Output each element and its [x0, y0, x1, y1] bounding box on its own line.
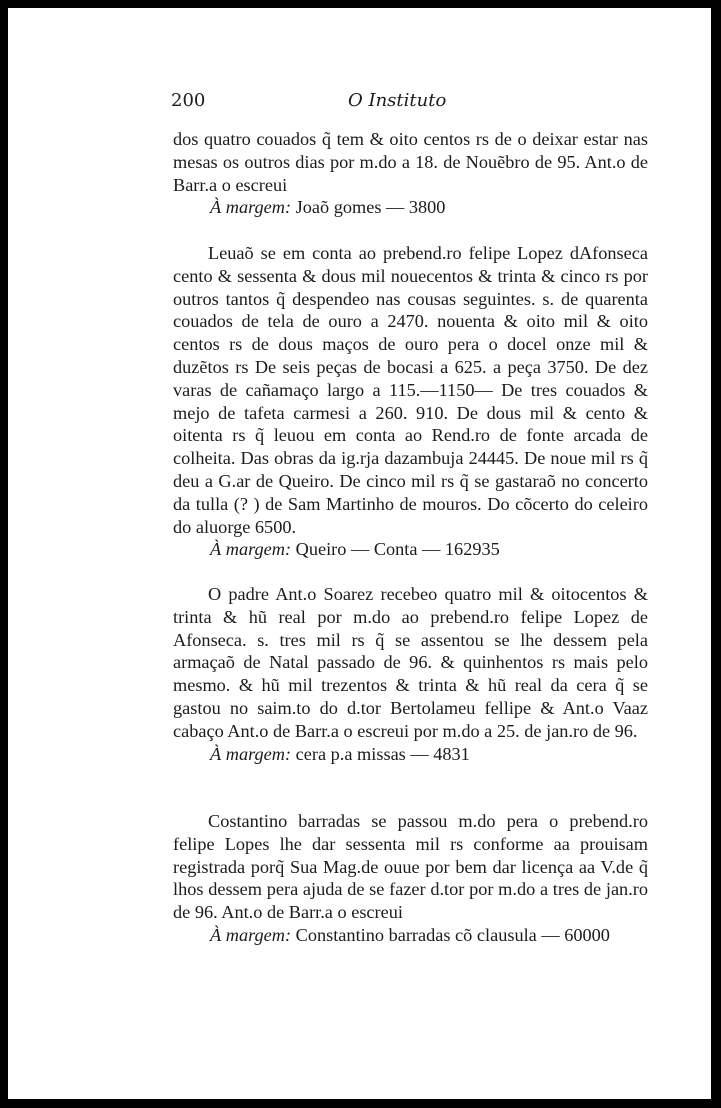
entry-4-text: Costantino barradas se passou m.do pera o prebend.ro felipe Lopes lhe dar sessenta mil rs conforme aa prouisam registrada porq̃ Sua Mag.de ouue por bem dar licença aa V.de q̃ lhos dessem pera ajuda de se fazer d.tor por m.do a tres de jan.ro de 96. Ant.o de Barr.a o escreui	[173, 811, 648, 923]
margin-text: Queiro — Conta — 162935	[295, 539, 500, 560]
margin-label: À margem:	[210, 743, 292, 764]
entry-4-margin-note	[173, 924, 648, 947]
running-title: O Instituto	[348, 90, 447, 111]
entry-1	[173, 128, 648, 219]
margin-label: À margem:	[210, 539, 292, 560]
margin-label: À margem:	[210, 924, 292, 945]
entry-3-margin-note	[173, 743, 648, 766]
entry-3	[173, 583, 648, 765]
margin-text: cera p.a missas — 4831	[295, 743, 470, 764]
book-page	[8, 8, 711, 1099]
entry-3-text: O padre Ant.o Soarez recebeo quatro mil & oitocentos & trinta & hũ real por m.do ao prebend.ro felipe Lopez de Afonseca. s. tres mil rs q̃ se assentou se lhe dessem pela armaçaõ de Natal passado de 96. & quinhentos rs mais pelo mesmo. & hũ mil trezentos & trinta & hũ real da cera q̃ se gastou no saim.to do d.tor Bertolameu fellipe & Ant.o Vaaz cabaço Ant.o de Barr.a o escreui por m.do a 25. de jan.ro de 96.	[173, 584, 648, 741]
entry-2	[173, 242, 648, 561]
page-header	[8, 86, 711, 114]
entry-2-margin-note	[173, 538, 648, 561]
margin-text: Joaõ gomes — 3800	[295, 197, 446, 218]
margin-text: Constantino barradas cõ clausula — 60000	[295, 924, 610, 945]
entry-1-text: dos quatro couados q̃ tem & oito centos rs de o deixar estar nas mesas os outros dias por m.do a 18. de Nouẽbro de 95. Ant.o de Barr.a o escreui	[173, 129, 648, 195]
page-number: 200	[171, 90, 206, 111]
entry-2-text: Leuaõ se em conta ao prebend.ro felipe Lopez dAfonseca cento & sessenta & dous mil nouecentos & trinta & cinco rs por outros tantos q̃ despendeo nas cousas seguintes. s. de quarenta couados de tela de ouro a 2470. nouenta & oito mil & oito centos rs de dous maços de ouro pera o docel onze mil & duzẽtos rs De seis peças de bocasi a 625. a peça 3750. De dez varas de cañamaço largo a 115.—1150— De tres couados & mejo de tafeta carmesi a 260. 910. De dous mil & cento & oitenta rs q̃ leuou em conta ao Rend.ro de fonte arcada de colheita. Das obras da ig.rja dazambuja 24445. De noue mil rs q̃ deu a G.ar de Queiro. De cinco mil rs q̃ se gastaraõ no concerto da tulla (? ) de Sam Martinho de mouros. Do cõcerto do celeiro do aluorge 6500.	[173, 243, 648, 537]
entry-1-margin-note	[173, 196, 648, 219]
entry-4	[173, 810, 648, 947]
margin-label: À margem:	[210, 197, 292, 218]
